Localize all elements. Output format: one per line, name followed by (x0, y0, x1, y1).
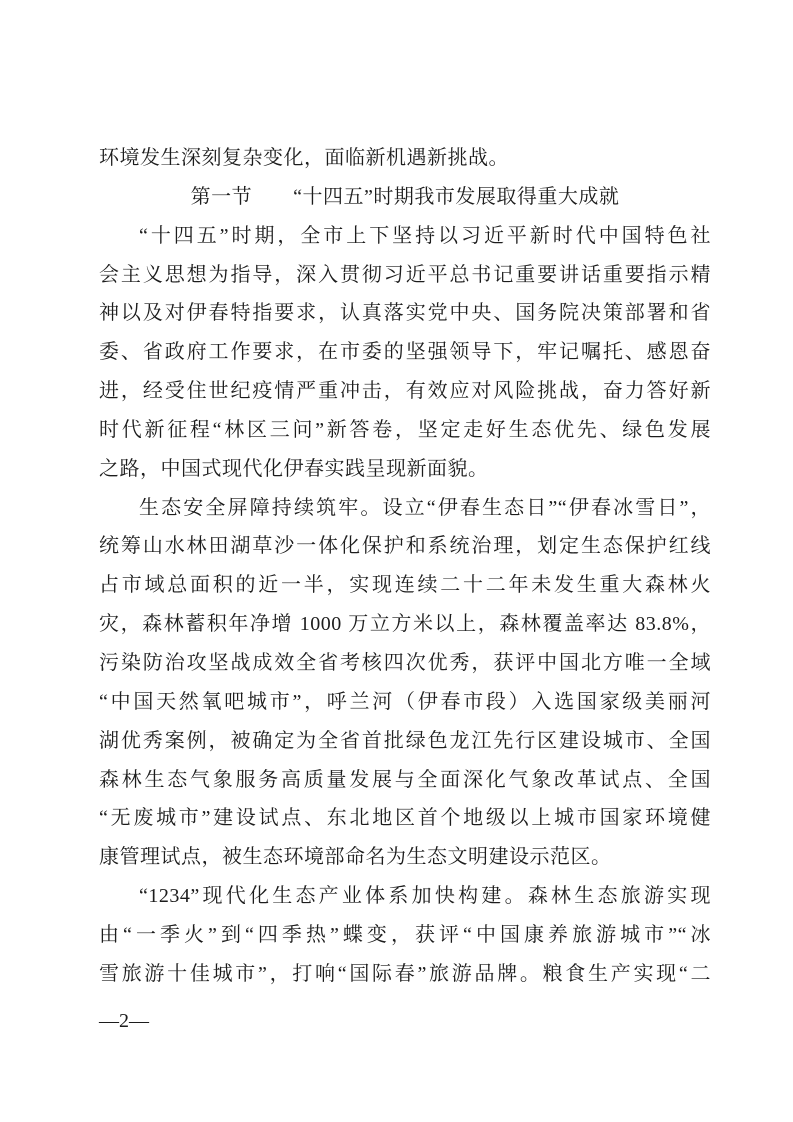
text-line: “中国天然氧吧城市”，呼兰河（伊春市段）入选国家级美丽河 (99, 690, 711, 713)
text-line: 污染防治攻坚战成效全省考核四次优秀，获评中国北方唯一全域 (99, 651, 711, 674)
section-heading: 第一节 “十四五”时期我市发展取得重大成就 (190, 185, 620, 208)
document-body (99, 139, 711, 994)
text-line: 神以及对伊春特指要求，认真落实党中央、国务院决策部署和省 (99, 302, 711, 325)
text-line: 生态安全屏障持续筑牢。设立“伊春生态日”“伊春冰雪日”， (139, 496, 711, 519)
text-line: 统筹山水林田湖草沙一体化保护和系统治理，划定生态保护红线 (99, 535, 711, 558)
text-line: 由“一季火”到“四季热”蝶变，获评“中国康养旅游城市”“冰 (99, 923, 711, 946)
text-line: 时代新征程“林区三问”新答卷，坚定走好生态优先、绿色发展 (99, 418, 711, 441)
text-line: 委、省政府工作要求，在市委的坚强领导下，牢记嘱托、感恩奋 (99, 341, 711, 364)
page-number: —2— (99, 1010, 149, 1032)
text-line: “无废城市”建设试点、东北地区首个地级以上城市国家环境健 (99, 807, 711, 830)
text-line: 湖优秀案例，被确定为全省首批绿色龙江先行区建设城市、全国 (99, 729, 711, 752)
text-line: 灾，森林蓄积年净增 1000 万立方米以上，森林覆盖率达 83.8%， (99, 613, 711, 636)
text-line: 康管理试点，被生态环境部命名为生态文明建设示范区。 (99, 846, 612, 869)
text-line: 森林生态气象服务高质量发展与全面深化气象改革试点、全国 (99, 768, 711, 791)
text-line: 之路，中国式现代化伊春实践呈现新面貌。 (99, 457, 489, 480)
text-line: “1234”现代化生态产业体系加快构建。森林生态旅游实现 (139, 885, 711, 908)
text-line: “十四五”时期，全市上下坚持以习近平新时代中国特色社 (139, 224, 711, 247)
text-line: 环境发生深刻复杂变化，面临新机遇新挑战。 (99, 147, 509, 169)
text-line: 占市域总面积的近一半，实现连续二十二年未发生重大森林火 (99, 574, 711, 597)
text-line: 雪旅游十佳城市”，打响“国际春”旅游品牌。粮食生产实现“二 (99, 962, 711, 985)
text-line: 会主义思想为指导，深入贯彻习近平总书记重要讲话重要指示精 (99, 263, 711, 286)
text-line: 进，经受住世纪疫情严重冲击，有效应对风险挑战，奋力答好新 (99, 380, 711, 403)
